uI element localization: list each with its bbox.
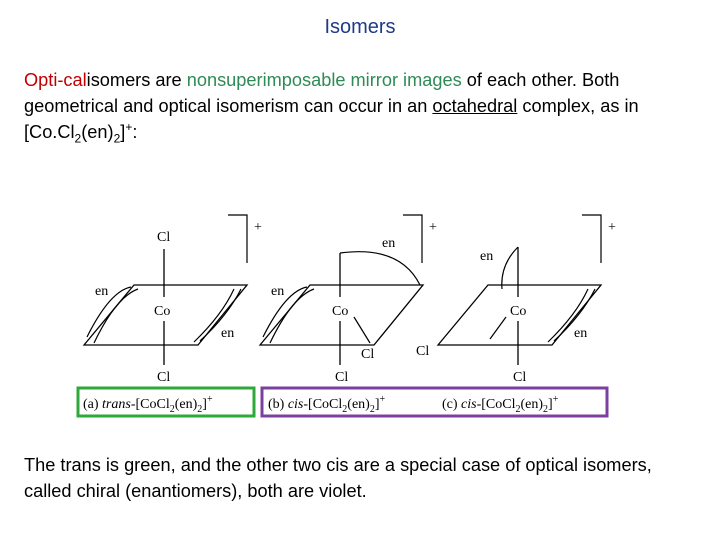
cl-bottom-c: Cl [513, 370, 527, 385]
intro-text-1: isomers are [86, 70, 187, 90]
bracket-c [582, 215, 601, 263]
intro-text-2: of each other. Both geometrical and optical isomerism can occur in an [24, 70, 620, 116]
formula-sub-2: 2 [113, 131, 121, 146]
intro-paragraph [24, 67, 714, 145]
structure-trans [84, 215, 262, 385]
term-optical: Opti-cal [24, 70, 87, 90]
intro-text-5: ] [120, 122, 126, 142]
structure-cis-b [260, 215, 437, 385]
page-title: Isomers [324, 16, 396, 38]
charge-c: + [608, 220, 616, 235]
cl-top-a: Cl [157, 230, 171, 245]
intro-text-6: : [132, 122, 138, 142]
bracket-b [403, 215, 422, 263]
intro-text-3: complex, as in [Co.Cl [24, 96, 639, 142]
highlight-mirror-images: nonsuperimposable mirror images [186, 70, 462, 90]
co-a: Co [154, 304, 171, 319]
formula-sub-1: 2 [74, 131, 82, 146]
charge-a: + [254, 220, 262, 235]
cl-bottom-a: Cl [157, 370, 171, 385]
charge-b: + [429, 220, 437, 235]
co-b: Co [332, 304, 349, 319]
isomer-diagram [70, 205, 630, 425]
cl-mid-b: Cl [361, 347, 375, 362]
en-top-b: en [382, 236, 396, 251]
co-c: Co [510, 304, 527, 319]
caption-b: (b) cis-$[CoCl_2(en)_2]^+$ [268, 394, 386, 415]
en-right-a: en [221, 326, 235, 341]
formula-sup: + [125, 119, 133, 134]
en-top-c: en [480, 249, 494, 264]
cl-mid-c: Cl [416, 344, 430, 359]
structure-cis-c [416, 215, 616, 385]
en-left-a: en [95, 284, 109, 299]
term-octahedral: octahedral [432, 96, 518, 116]
en-left-b: en [271, 284, 285, 299]
cl-bottom-b: Cl [335, 370, 349, 385]
en-right-c: en [574, 326, 588, 341]
outro-paragraph: The trans is green, and the other two cis are a special case of optical isomers, called chiral (enantiomers), both are violet. [24, 455, 652, 501]
caption-c: (c) cis-$[CoCl_2(en)_2]^+$ [442, 394, 559, 415]
bracket-a [228, 215, 247, 263]
intro-text-4: (en) [81, 122, 114, 142]
caption-a: (a) trans-$[CoCl_2(en)_2]^+$ [83, 394, 213, 415]
